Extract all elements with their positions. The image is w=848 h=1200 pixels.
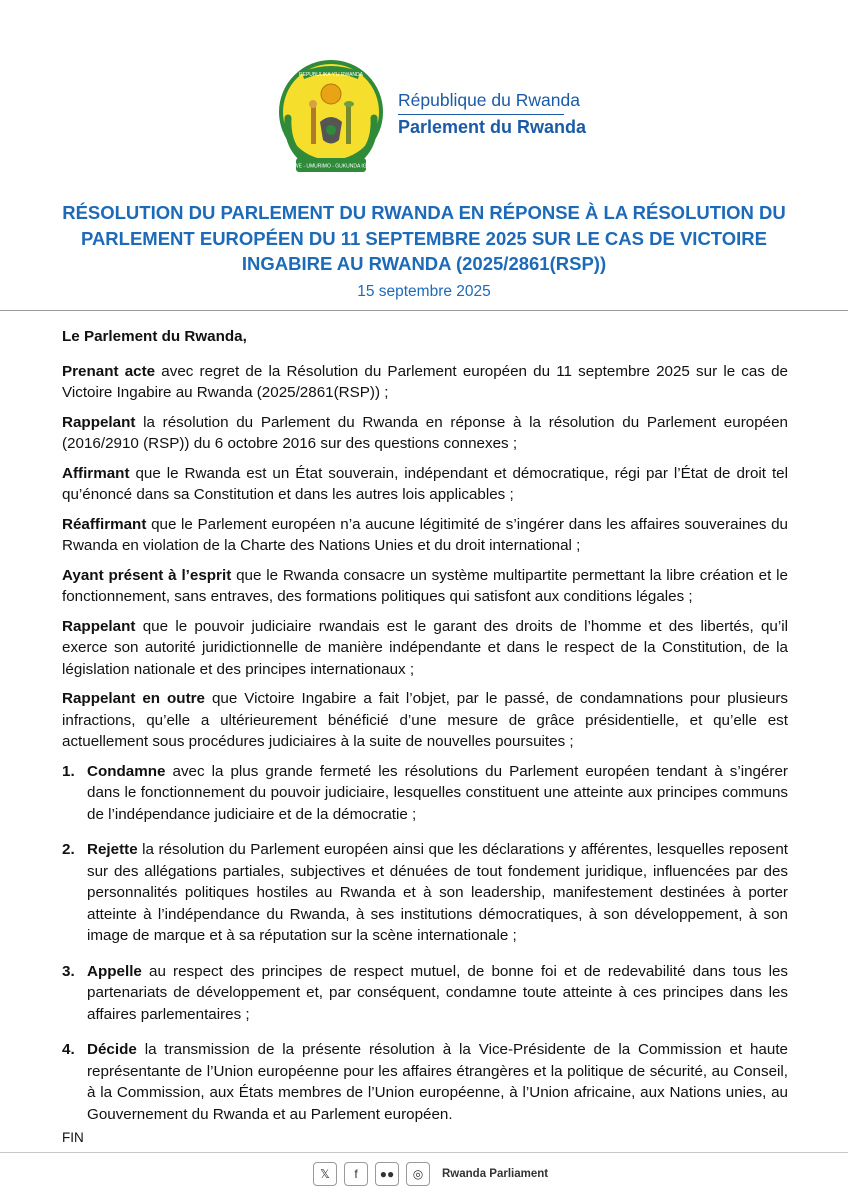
emblem-motto: UBUMWE - UMURIMO - GUKUNDA IGIHUGU [279, 163, 383, 170]
consideration-paragraph [62, 514, 788, 557]
header-divider [0, 310, 848, 311]
rwanda-coat-of-arms-emblem [278, 54, 384, 184]
decision-text: au respect des principes de respect mutuel, de bonne foi et de redevabilité dans tous les partenariats de développement et, par conséquent, condamne toute atteinte à ces principes dans les affaires parlementaires ; [87, 962, 788, 1023]
footer [313, 1161, 548, 1187]
facebook-icon[interactable]: f [344, 1162, 368, 1186]
consideration-paragraph [62, 361, 788, 404]
consideration-paragraph [62, 463, 788, 506]
decision-lead: Appelle [87, 962, 142, 980]
republic-label: République du Rwanda [398, 90, 580, 110]
consideration-text: que le pouvoir judiciaire rwandais est le garant des droits de l’homme et des libertés, qu’il exerce son autorité juridictionnelle de manière indépendante et dans le respect de la Constitution, de la législation nationale et des principes internationaux ; [62, 617, 788, 678]
consideration-text: que le Rwanda consacre un système multipartite permettant la libre création et le fonctionnement, sans entraves, des formations politiques qui satisfont aux conditions légales ; [62, 566, 788, 605]
instagram-icon[interactable]: ◎ [406, 1162, 430, 1186]
decision-text: la résolution du Parlement européen ainsi que les déclarations y afférentes, lesquelles reposent sur des allégations partiales, subjectives et dénuées de tout fondement juridique, influencées par des personnalités politiques hostiles au Rwanda et à son leadership, manifestement destinées à porter atteinte à l’indépendance du Rwanda, à ses institutions démocratiques, à son développement, à son image de marque et à sa réputation sur la scène internationale ; [87, 841, 788, 944]
consideration-paragraph [62, 412, 788, 455]
letterhead [0, 0, 848, 190]
document-title: RÉSOLUTION DU PARLEMENT DU RWANDA EN RÉPONSE À LA RÉSOLUTION DU PARLEMENT EUROPÉEN DU 11 SEPTEMBRE 2025 SUR LE CAS DE VICTOIRE INGABIRE AU RWANDA (2025/2861(RSP)) [62, 202, 786, 274]
consideration-lead: Rappelant [62, 617, 136, 635]
x-icon[interactable]: 𝕏 [313, 1162, 337, 1186]
consideration-text: que le Parlement européen n’a aucune légitimité de s’ingérer dans les affaires souveraines du Rwanda en violation de la Charte des Nations Unies et du droit international ; [62, 515, 788, 554]
consideration-lead: Affirmant [62, 464, 130, 482]
flickr-icon[interactable]: ●● [375, 1162, 399, 1186]
brand-divider [398, 114, 564, 115]
consideration-paragraph [62, 688, 788, 753]
parliament-label: Parlement du Rwanda [398, 117, 587, 137]
consideration-text: la résolution du Parlement du Rwanda en réponse à la résolution du Parlement européen (2016/2910 (RSP)) du 6 octobre 2016 sur des questions connexes ; [62, 413, 788, 452]
intro-line: Le Parlement du Rwanda, [62, 328, 247, 345]
decision-number: 3. [62, 962, 75, 980]
emblem-top-text: REPUBULIKA Y'U RWANDA [299, 72, 363, 78]
decision-number: 1. [62, 762, 75, 780]
consideration-text: avec regret de la Résolution du Parlement européen du 11 septembre 2025 sur le cas de Victoire Ingabire au Rwanda (2025/2861(RSP)) ; [62, 362, 789, 401]
decision-number: 2. [62, 841, 75, 858]
decision-number: 4. [62, 1041, 75, 1058]
consideration-lead: Réaffirmant [62, 515, 147, 533]
decision-item [62, 1039, 788, 1125]
consideration-lead: Rappelant en outre [62, 690, 205, 707]
decision-lead: Condamne [87, 762, 166, 780]
consideration-text: que Victoire Ingabire a fait l’objet, par le passé, de condamnations pour plusieurs infractions, qu’elle a ultérieurement bénéficié d’une mesure de grâce présidentielle, et qu’elle est actuellement sous procédures judiciaires à la suite de nouvelles poursuites ; [62, 690, 788, 750]
consideration-text: que le Rwanda est un État souverain, indépendant et démocratique, régi par l’État de droit tel qu’énoncé dans sa Constitution et dans les autres lois applicables ; [62, 464, 788, 503]
decision-lead: Rejette [87, 841, 138, 858]
document-body [62, 326, 788, 1139]
decision-item [62, 761, 788, 826]
social-icons [313, 1162, 437, 1186]
footer-divider [0, 1152, 848, 1153]
consideration-lead: Ayant présent à l’esprit [62, 566, 232, 584]
consideration-lead: Rappelant [62, 413, 136, 431]
decision-item [62, 961, 788, 1026]
document-date: 15 septembre 2025 [357, 283, 491, 300]
decision-text: avec la plus grande fermeté les résolutions du Parlement européen tendant à s’ingérer dans le fonctionnement du pouvoir judiciaire, lesquelles constituent une atteinte aux principes communs de l’indépendance judiciaire et de la démocratie ; [87, 762, 788, 823]
decision-lead: Décide [87, 1041, 137, 1058]
footer-account-name: Rwanda Parliament [442, 1168, 549, 1180]
decision-text: la transmission de la présente résolution à la Vice-Présidente de la Commission et haute représentante de l’Union européenne pour les affaires étrangères et la politique de sécurité, au Conseil, à la Commission, aux États membres de l’Union européenne, à l’Union africaine, aux Nations unies, au Gouvernement du Rwanda et au Parlement européen. [87, 1041, 788, 1123]
consideration-lead: Prenant acte [62, 362, 156, 380]
end-marker: FIN [62, 1130, 84, 1145]
consideration-paragraph [62, 565, 788, 608]
decisions-list [62, 761, 788, 1126]
decision-item [62, 839, 788, 947]
considerations-list [62, 361, 788, 753]
consideration-paragraph [62, 616, 788, 681]
